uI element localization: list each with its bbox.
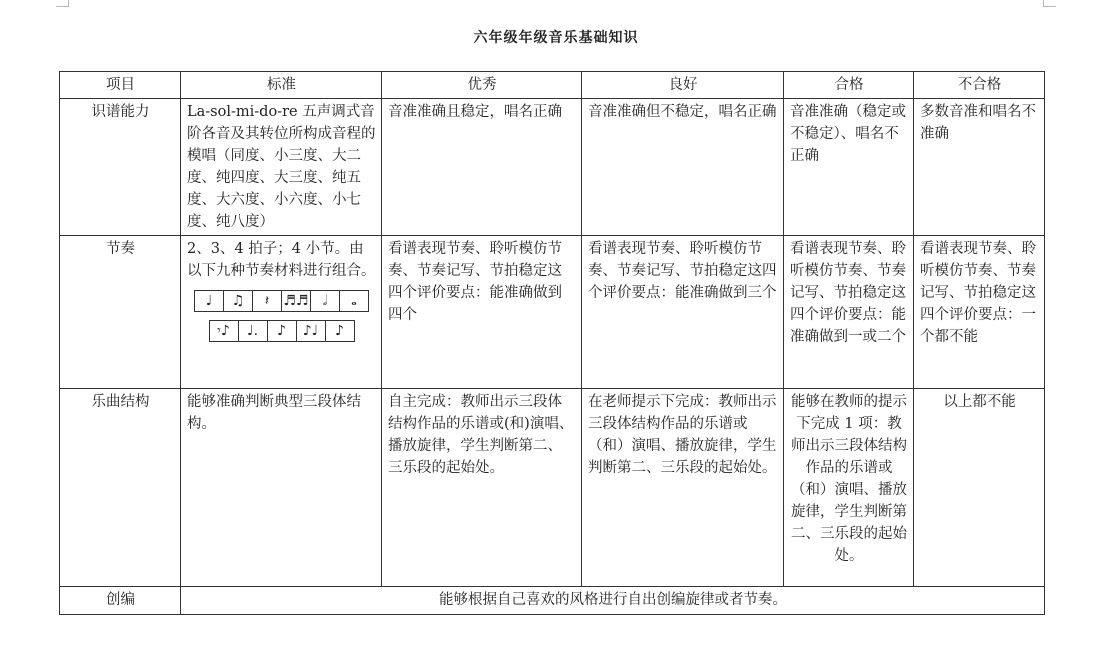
page-corner-mark-left — [56, 0, 69, 7]
row-item: 乐曲结构 — [60, 389, 181, 587]
header-excellent: 优秀 — [382, 72, 582, 99]
page-corner-mark-right — [1043, 0, 1056, 7]
rhythm-note: 𝅗𝅥 — [311, 291, 340, 311]
row-excellent: 自主完成：教师出示三段体结构作品的乐谱或(和)演唱、播放旋律，学生判断第二、三乐段的起始处。 — [382, 389, 582, 587]
header-standard: 标准 — [181, 72, 382, 99]
rhythm-note: ♬♬ — [282, 291, 311, 311]
row-merged: 能够根据自己喜欢的风格进行自出创编旋律或者节奏。 — [181, 587, 1045, 615]
rhythm-row-1 — [194, 290, 369, 312]
rhythm-note: ♪ — [268, 321, 297, 341]
table-row — [60, 587, 1045, 615]
rubric-table — [59, 71, 1045, 615]
row-excellent: 看谱表现节奏、聆听模仿节奏、节奏记写、节拍稳定这四个评价要点：能准确做到四个 — [382, 236, 582, 389]
row-standard-cell — [181, 236, 382, 389]
rhythm-note: ♩ — [195, 291, 224, 311]
row-good: 音准准确但不稳定，唱名正确 — [582, 99, 784, 236]
row-good: 看谱表现节奏、聆听模仿节奏、节奏记写、节拍稳定这四个评价要点：能准确做到三个 — [582, 236, 784, 389]
table-row — [60, 99, 1045, 236]
row-fail: 看谱表现节奏、聆听模仿节奏、节奏记写、节拍稳定这四个评价要点：一个都不能 — [914, 236, 1045, 389]
rhythm-row-2 — [209, 320, 355, 342]
rhythm-note: ♪ — [335, 323, 344, 339]
row-excellent: 音准准确且稳定，唱名正确 — [382, 99, 582, 236]
rhythm-note: 𝅝 — [351, 293, 357, 309]
rhythm-notation — [187, 290, 376, 342]
rhythm-note: ♩. — [239, 321, 268, 341]
row-standard: 能够准确判断典型三段体结构。 — [181, 389, 382, 587]
row-fail: 以上都不能 — [914, 389, 1045, 587]
row-standard: 2、3、4 拍子；4 小节。由以下九种节奏材料进行组合。 — [187, 241, 376, 279]
rhythm-note: ♪♩ — [297, 321, 326, 341]
row-pass: 音准准确（稳定或不稳定）、唱名不正确 — [784, 99, 914, 236]
row-item: 创编 — [60, 587, 181, 615]
row-good: 在老师提示下完成：教师出示三段体结构作品的乐谱或（和）演唱、播放旋律，学生判断第二、三乐段的起始处。 — [582, 389, 784, 587]
header-fail: 不合格 — [914, 72, 1045, 99]
rhythm-note: 𝄽 — [253, 291, 282, 311]
rhythm-note: 𝄾♪ — [210, 321, 239, 341]
rhythm-note: ♫ — [224, 291, 253, 311]
header-good: 良好 — [582, 72, 784, 99]
header-row — [60, 72, 1045, 99]
header-pass: 合格 — [784, 72, 914, 99]
row-fail: 多数音准和唱名不准确 — [914, 99, 1045, 236]
row-item: 节奏 — [60, 236, 181, 389]
row-item: 识谱能力 — [60, 99, 181, 236]
table-row — [60, 389, 1045, 587]
row-standard: La-sol-mi-do-re 五声调式音阶各音及其转位所构成音程的模唱（同度、小三度、大二度、纯四度、大三度、纯五度、大六度、小六度、小七度、纯八度） — [181, 99, 382, 236]
row-pass: 看谱表现节奏、聆听模仿节奏、节奏记写、节拍稳定这四个评价要点：能准确做到一或二个 — [784, 236, 914, 389]
header-item: 项目 — [60, 72, 181, 99]
document-title: 六年级年级音乐基础知识 — [473, 30, 639, 46]
row-pass: 能够在教师的提示下完成 1 项：教师出示三段体结构作品的乐谱或（和）演唱、播放旋律，学生判断第二、三乐段的起始处。 — [784, 389, 914, 587]
table-row — [60, 236, 1045, 389]
